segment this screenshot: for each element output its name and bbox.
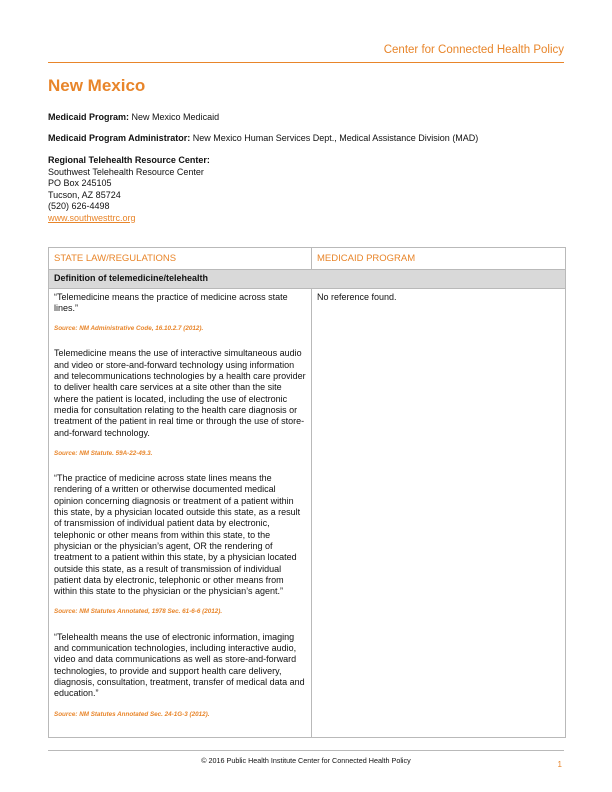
trc-label: Regional Telehealth Resource Center: [48,155,210,165]
regulation-text: “Telehealth means the use of electronic information, imaging and communication technologies, including interactive audio, video and data communications as well as store-and-forward technologies, to provide and support health care delivery, diagnosis, consultation, treatment, transfer of medical data and education.” [54,631,305,699]
trc-website-link[interactable]: www.southwesttrc.org [48,212,136,223]
page-number: 1 [557,760,562,769]
header-divider [48,62,564,63]
regulation-source: Source: NM Statute. 59A-22-49.3. [54,449,153,457]
administrator-label: Medicaid Program Administrator: [48,133,191,143]
state-law-column-header: STATE LAW/REGULATIONS [49,248,312,270]
section-row [49,270,566,288]
medicaid-program-label: Medicaid Program: [48,112,130,122]
table-row [49,288,566,737]
trc-city: Tucson, AZ 85724 [48,189,121,200]
regulation-text: “Telemedicine means the practice of medicine across state lines.” [54,291,288,313]
regulation-source: Source: NM Administrative Code, 16.10.2.7 (2012). [54,325,204,333]
regulation-source: Source: NM Statutes Annotated Sec. 24-1G-3 (2012). [54,710,210,718]
trc-name: Southwest Telehealth Resource Center [48,166,204,177]
medicaid-column-header: MEDICAID PROGRAM [312,248,566,270]
state-law-cell [49,288,312,737]
telehealth-resource-center [48,155,210,224]
medicaid-cell: No reference found. [312,288,566,737]
footer-copyright: © 2016 Public Health Institute Center for Connected Health Policy [201,756,411,765]
table-header-row [49,248,566,270]
footer-divider [48,750,564,751]
trc-phone: (520) 626-4498 [48,201,110,211]
regulation-source: Source: NM Statutes Annotated, 1978 Sec. 61-6-6 (2012). [54,608,223,616]
administrator-line [48,133,478,145]
regulation-text: Telemedicine means the use of interactive simultaneous audio and video or store-and-forward technology using information and telecommunications technologies by a health care provider to deliver health care services at a site other than the site where the patient is located, including the use of electronic media for consultation relating to the health care diagnosis or treatment of the patient in real time or through the use of store-and-forward technology. [54,348,306,438]
trc-po-box: PO Box 245105 [48,178,112,188]
medicaid-program-value: New Mexico Medicaid [131,112,220,122]
regulation-text: “The practice of medicine across state lines means the rendering of a written or otherwise documented medical opinion concerning diagnosis or treatment of a patient within this state, by a physician located outside this state, as a result of transmission of individual patient data by electronic, telephonic or other means from within this state, to the physician or the physician’s agent, OR the rendering of treatment to a patient within this state, by a physician located outside this state, as a result of transmission of individual patient data by electronic, telephonic or other means from within this state to the physician or the physician’s agent.” [54,473,301,597]
medicaid-program-line [48,112,219,124]
section-title: Definition of telemedicine/telehealth [49,270,566,288]
header-org-name: Center for Connected Health Policy [383,44,564,56]
state-title: New Mexico [48,76,146,95]
administrator-value: New Mexico Human Services Dept., Medical Assistance Division (MAD) [192,133,479,143]
regulations-table [48,247,566,738]
